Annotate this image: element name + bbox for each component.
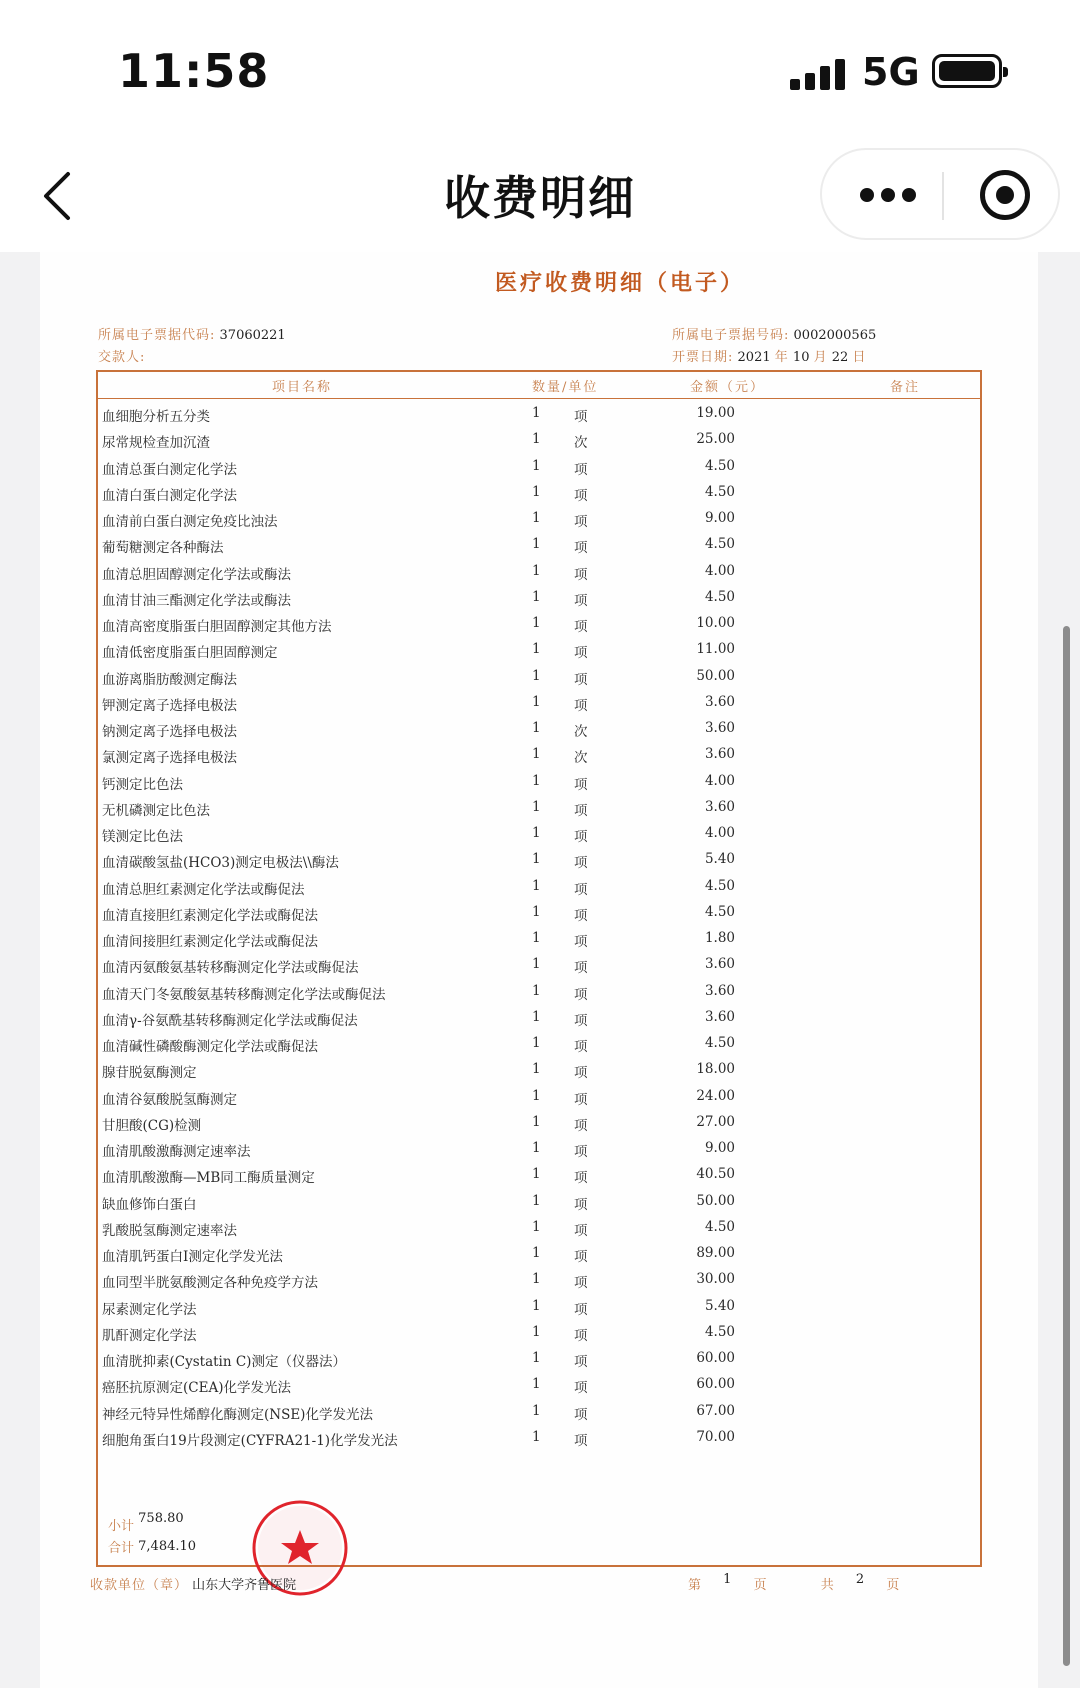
table-row: [98, 638, 980, 662]
payer: [98, 346, 145, 365]
item-name: 尿常规检查加沉渣: [102, 435, 210, 452]
col-header-remark: 备注: [890, 380, 921, 395]
item-amount: 18.00: [696, 1061, 735, 1078]
item-name: 血清总胆红素测定化学法或酶促法: [102, 881, 305, 898]
item-qty: 1: [532, 903, 541, 920]
item-qty: 1: [532, 1218, 541, 1235]
table-row: [98, 1006, 980, 1030]
item-amount: 3.60: [704, 720, 735, 736]
item-name: 血清肌酸激酶测定速率法: [102, 1144, 251, 1160]
item-amount: 4.50: [704, 877, 735, 894]
document-viewer[interactable]: [0, 252, 1080, 1688]
table-row: [98, 1242, 980, 1266]
item-qty: 1: [532, 772, 541, 789]
table-row: [98, 822, 980, 846]
item-unit: 项: [574, 1380, 588, 1397]
signal-icon: [790, 58, 846, 90]
item-name: 血清碳酸氢盐(HCO3)测定电极法\\酶法: [102, 855, 339, 872]
item-qty: 1: [532, 1323, 541, 1340]
item-amount: 4.50: [704, 1218, 735, 1235]
item-unit: 次: [574, 750, 588, 767]
table-row: [98, 1190, 980, 1214]
item-qty: 1: [532, 1402, 541, 1419]
item-unit: 项: [574, 461, 588, 478]
item-qty: 1: [532, 798, 541, 815]
item-amount: 1.80: [704, 930, 735, 946]
item-unit: 项: [574, 1222, 588, 1239]
payee-value: 山东大学齐鲁医院: [192, 1578, 297, 1593]
item-amount: 89.00: [696, 1245, 735, 1261]
table-row: [98, 691, 980, 715]
page-title: 收费明细: [444, 171, 636, 225]
table-row: [98, 586, 980, 610]
table-row: [98, 1111, 980, 1135]
issue-year: 2021: [737, 350, 771, 365]
item-qty: 1: [532, 1271, 541, 1288]
item-amount: 3.60: [704, 956, 735, 973]
item-name: 血游离脂肪酸测定酶法: [102, 671, 237, 688]
item-amount: 3.60: [704, 982, 735, 999]
table-row: [98, 1400, 980, 1424]
item-unit: 项: [574, 487, 588, 504]
item-qty: 1: [532, 982, 541, 999]
item-amount: 4.50: [704, 536, 735, 553]
item-unit: 项: [574, 802, 588, 819]
item-qty: 1: [532, 1113, 541, 1130]
item-name: 血清高密度脂蛋白胆固醇测定其他方法: [102, 619, 332, 635]
item-amount: 4.50: [704, 903, 735, 920]
item-name: 乳酸脱氢酶测定速率法: [102, 1222, 237, 1239]
item-unit: 项: [574, 697, 588, 714]
item-qty: 1: [532, 405, 541, 421]
scrollbar[interactable]: [1063, 626, 1070, 1666]
item-amount: 3.60: [704, 746, 735, 763]
item-unit: 项: [574, 514, 588, 530]
issue-month: 10: [792, 350, 810, 365]
item-amount: 4.50: [704, 483, 735, 500]
item-qty: 1: [532, 1035, 541, 1051]
item-amount: 67.00: [696, 1402, 735, 1419]
item-qty: 1: [532, 1192, 541, 1209]
item-qty: 1: [532, 1297, 541, 1314]
item-name: 血清总蛋白测定化学法: [102, 461, 237, 478]
item-name: 肌酐测定化学法: [102, 1327, 197, 1344]
item-unit: 项: [574, 1327, 588, 1344]
subtotal: [108, 1511, 184, 1534]
item-amount: 50.00: [696, 1192, 735, 1209]
item-unit: 项: [574, 1196, 588, 1213]
item-qty: 1: [532, 510, 541, 526]
item-unit: 项: [574, 1432, 588, 1449]
table-row: [98, 507, 980, 531]
issue-day: 22: [831, 350, 849, 365]
item-qty: 1: [532, 746, 541, 763]
capsule-divider: [942, 172, 944, 220]
item-qty: 1: [532, 1428, 541, 1445]
table-row: [98, 1347, 980, 1371]
item-amount: 24.00: [696, 1087, 735, 1104]
item-name: 血清天门冬氨酸氨基转移酶测定化学法或酶促法: [102, 986, 386, 1003]
item-qty: 1: [532, 1008, 541, 1025]
total: [108, 1537, 196, 1556]
item-amount: 4.50: [704, 1035, 735, 1051]
page-indicator: [688, 1574, 899, 1593]
item-amount: 3.60: [704, 1008, 735, 1025]
item-qty: 1: [532, 1350, 541, 1366]
item-name: 血清低密度脂蛋白胆固醇测定: [102, 645, 278, 662]
item-amount: 4.00: [704, 772, 735, 789]
table-header: [98, 372, 980, 399]
item-name: 无机磷测定比色法: [102, 802, 210, 819]
item-name: 镁测定比色法: [102, 829, 183, 845]
item-name: 钠测定离子选择电极法: [102, 724, 237, 740]
table-row: [98, 1085, 980, 1109]
nav-bar: [0, 140, 1080, 250]
item-name: 血清肌钙蛋白Ⅰ测定化学发光法: [102, 1249, 283, 1265]
item-qty: 1: [532, 956, 541, 973]
table-row: [98, 901, 980, 925]
status-time: 11:58: [118, 44, 270, 98]
item-qty: 1: [532, 431, 541, 448]
item-name: 血清胱抑素(Cystatin C)测定（仪器法）: [102, 1354, 346, 1370]
item-name: 血清谷氨酸脱氢酶测定: [102, 1091, 237, 1108]
item-qty: 1: [532, 562, 541, 579]
item-unit: 项: [574, 409, 588, 425]
item-name: 癌胚抗原测定(CEA)化学发光法: [102, 1380, 291, 1397]
item-unit: 项: [574, 1012, 588, 1029]
item-amount: 5.40: [704, 851, 735, 868]
network-type: 5G: [862, 50, 920, 94]
page-current: 1: [723, 1572, 732, 1587]
item-unit: 项: [574, 1039, 588, 1055]
item-unit: 项: [574, 540, 588, 557]
item-name: 血清白蛋白测定化学法: [102, 487, 237, 504]
table-row: [98, 533, 980, 557]
table-row: [98, 717, 980, 741]
item-qty: 1: [532, 1061, 541, 1078]
table-row: [98, 1426, 980, 1450]
item-amount: 5.40: [704, 1297, 735, 1314]
table-row: [98, 848, 980, 872]
item-name: 血清γ-谷氨酰基转移酶测定化学法或酶促法: [102, 1012, 358, 1029]
item-unit: 次: [574, 435, 588, 452]
item-qty: 1: [532, 693, 541, 710]
item-amount: 11.00: [696, 641, 735, 658]
page-total-unit: 页: [886, 1578, 900, 1593]
item-unit: 项: [574, 1406, 588, 1423]
subtotal-label: 小计: [108, 1519, 135, 1534]
item-amount: 19.00: [696, 405, 735, 421]
table-row: [98, 1216, 980, 1240]
item-amount: 25.00: [696, 431, 735, 448]
item-amount: 40.50: [696, 1166, 735, 1183]
mini-program-capsule: [820, 148, 1060, 240]
item-amount: 10.00: [696, 615, 735, 631]
page-total-label: 共: [820, 1578, 834, 1593]
item-qty: 1: [532, 536, 541, 553]
item-amount: 4.50: [704, 1323, 735, 1340]
item-amount: 3.60: [704, 798, 735, 815]
item-qty: 1: [532, 483, 541, 500]
item-unit: 项: [574, 1170, 588, 1187]
item-unit: 项: [574, 881, 588, 898]
item-name: 腺苷脱氨酶测定: [102, 1065, 197, 1082]
table-row: [98, 1268, 980, 1292]
item-name: 血同型半胱氨酸测定各种免疫学方法: [102, 1275, 318, 1292]
table-row: [98, 875, 980, 899]
invoice-number: [672, 324, 876, 343]
item-unit: 项: [574, 1117, 588, 1134]
item-qty: 1: [532, 457, 541, 474]
table-row: [98, 402, 980, 426]
table-row: [98, 1163, 980, 1187]
item-unit: 项: [574, 776, 588, 793]
item-amount: 30.00: [696, 1271, 735, 1288]
invoice-code-value: 37060221: [219, 328, 286, 343]
item-name: 甘胆酸(CG)检测: [102, 1117, 202, 1134]
item-qty: 1: [532, 825, 541, 841]
table-row: [98, 481, 980, 505]
item-amount: 4.00: [704, 562, 735, 579]
table-row: [98, 1295, 980, 1319]
item-qty: 1: [532, 615, 541, 631]
item-qty: 1: [532, 1376, 541, 1393]
table-row: [98, 455, 980, 479]
item-name: 氯测定离子选择电极法: [102, 750, 237, 767]
item-name: 血清总胆固醇测定化学法或酶法: [102, 566, 291, 583]
item-unit: 项: [574, 619, 588, 635]
table-row: [98, 665, 980, 689]
item-unit: 项: [574, 645, 588, 662]
page-label: 第: [688, 1578, 702, 1593]
item-amount: 4.50: [704, 457, 735, 474]
item-amount: 70.00: [696, 1428, 735, 1445]
item-amount: 4.50: [704, 588, 735, 605]
item-amount: 27.00: [696, 1113, 735, 1130]
page-unit: 页: [753, 1578, 767, 1593]
issue-date-label: 开票日期:: [672, 350, 734, 365]
subtotal-value: 758.80: [138, 1511, 184, 1526]
item-name: 血清间接胆红素测定化学法或酶促法: [102, 934, 318, 950]
item-qty: 1: [532, 877, 541, 894]
item-name: 血清碱性磷酸酶测定化学法或酶促法: [102, 1039, 318, 1055]
item-qty: 1: [532, 667, 541, 684]
item-name: 血清甘油三酯测定化学法或酶法: [102, 592, 291, 609]
item-qty: 1: [532, 1166, 541, 1183]
item-amount: 60.00: [696, 1376, 735, 1393]
total-value: 7,484.10: [138, 1539, 197, 1554]
item-qty: 1: [532, 1245, 541, 1261]
table-row: [98, 1058, 980, 1082]
table-row: [98, 770, 980, 794]
item-name: 缺血修饰白蛋白: [102, 1196, 197, 1213]
table-row: [98, 796, 980, 820]
item-unit: 次: [574, 724, 588, 740]
table-row: [98, 1321, 980, 1345]
item-unit: 项: [574, 566, 588, 583]
item-qty: 1: [532, 1140, 541, 1156]
item-qty: 1: [532, 720, 541, 736]
items-table: [96, 370, 982, 1567]
document-title: 医疗收费明细（电子）: [494, 270, 745, 296]
item-unit: 项: [574, 1065, 588, 1082]
item-unit: 项: [574, 1249, 588, 1265]
item-unit: 项: [574, 1354, 588, 1370]
item-unit: 项: [574, 1091, 588, 1108]
item-name: 葡萄糖测定各种酶法: [102, 540, 224, 557]
item-unit: 项: [574, 855, 588, 872]
month-unit: 月: [813, 350, 828, 365]
item-name: 血清前白蛋白测定免疫比浊法: [102, 514, 278, 530]
item-amount: 9.00: [704, 1140, 735, 1156]
item-name: 神经元特异性烯醇化酶测定(NSE)化学发光法: [102, 1406, 373, 1423]
table-row: [98, 1032, 980, 1056]
item-unit: 项: [574, 986, 588, 1003]
item-name: 血细胞分析五分类: [102, 409, 210, 425]
item-name: 细胞角蛋白19片段测定(CYFRA21-1)化学发光法: [102, 1432, 398, 1449]
table-row: [98, 1373, 980, 1397]
item-unit: 项: [574, 829, 588, 845]
item-name: 血清直接胆红素测定化学法或酶促法: [102, 907, 318, 924]
invoice-code-label: 所属电子票据代码:: [98, 328, 216, 343]
col-header-name: 项目名称: [272, 380, 333, 395]
item-name: 钾测定离子选择电极法: [102, 697, 237, 714]
table-row: [98, 612, 980, 636]
item-name: 血清丙氨酸氨基转移酶测定化学法或酶促法: [102, 960, 359, 977]
table-row: [98, 743, 980, 767]
table-row: [98, 927, 980, 951]
invoice-code: [98, 324, 286, 343]
item-qty: 1: [532, 1087, 541, 1104]
payee-label: 收款单位（章）: [90, 1578, 189, 1593]
invoice-paper: [40, 252, 1038, 1688]
item-unit: 项: [574, 960, 588, 977]
invoice-number-value: 0002000565: [793, 328, 877, 343]
item-qty: 1: [532, 930, 541, 946]
col-header-amount: 金额（元）: [690, 380, 766, 395]
payee: [90, 1574, 296, 1593]
table-row: [98, 980, 980, 1004]
table-row: [98, 1137, 980, 1161]
item-unit: 项: [574, 934, 588, 950]
table-row: [98, 560, 980, 584]
year-unit: 年: [774, 350, 789, 365]
item-amount: 9.00: [704, 510, 735, 526]
invoice-number-label: 所属电子票据号码:: [672, 328, 790, 343]
table-row: [98, 953, 980, 977]
item-unit: 项: [574, 1301, 588, 1318]
item-name: 血清肌酸激酶—MB同工酶质量测定: [102, 1170, 315, 1187]
item-qty: 1: [532, 851, 541, 868]
item-amount: 60.00: [696, 1350, 735, 1366]
battery-icon: [932, 54, 1002, 88]
page-total: 2: [855, 1572, 865, 1587]
item-unit: 项: [574, 1144, 588, 1160]
close-target-icon[interactable]: [980, 170, 1030, 220]
status-bar: [0, 0, 1080, 140]
payer-label: 交款人:: [98, 350, 146, 365]
col-header-qty-unit: 数量/单位: [532, 380, 599, 395]
day-unit: 日: [852, 350, 867, 365]
item-unit: 项: [574, 907, 588, 924]
item-name: 钙测定比色法: [102, 776, 183, 793]
item-amount: 4.00: [704, 825, 735, 841]
item-qty: 1: [532, 641, 541, 658]
item-amount: 50.00: [696, 667, 735, 684]
item-name: 尿素测定化学法: [102, 1301, 197, 1318]
item-amount: 3.60: [704, 693, 735, 710]
issue-date: [672, 346, 866, 365]
item-unit: 项: [574, 671, 588, 688]
item-qty: 1: [532, 588, 541, 605]
item-unit: 项: [574, 1275, 588, 1292]
item-unit: 项: [574, 592, 588, 609]
more-icon[interactable]: [860, 188, 916, 204]
total-label: 合计: [108, 1541, 135, 1556]
table-row: [98, 428, 980, 452]
